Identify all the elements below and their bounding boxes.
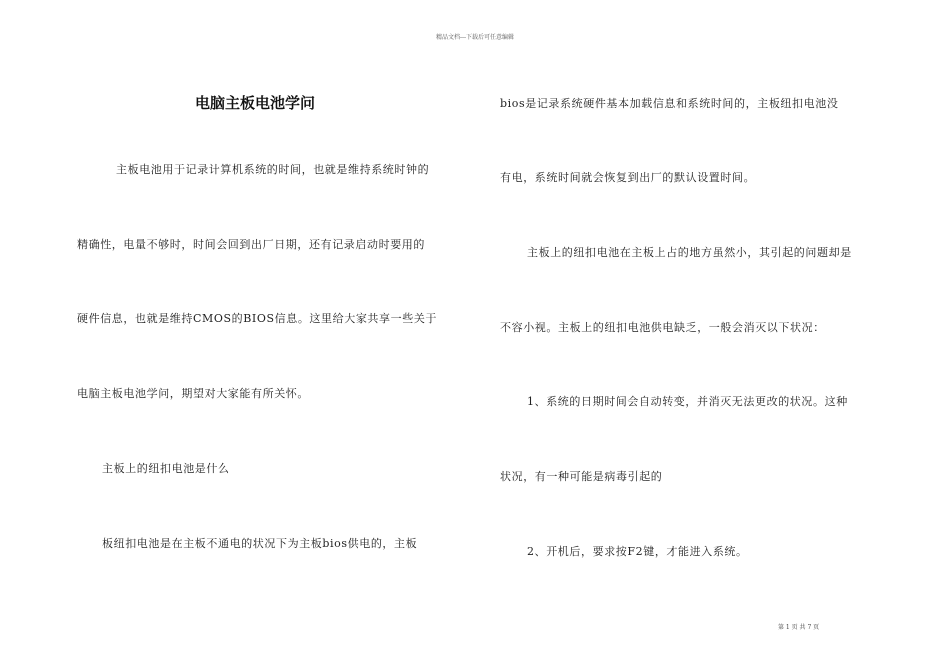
left-line-1: 主板电池用于记录计算机系统的时间，也就是维持系统时钟的 bbox=[116, 163, 430, 176]
left-line-4: 电脑主板电池学问，期望对大家能有所关怀。 bbox=[77, 387, 309, 400]
page-number: 第 1 页 共 7 页 bbox=[778, 624, 820, 631]
left-line-2: 精确性，电量不够时，时间会回到出厂日期，还有记录启动时要用的 bbox=[77, 238, 425, 251]
right-line-3: 主板上的纽扣电池在主板上占的地方虽然小，其引起的问题却是 bbox=[527, 246, 852, 259]
right-line-4: 不容小视。主板上的纽扣电池供电缺乏，一般会消灭以下状况： bbox=[500, 321, 825, 334]
right-line-7: 2、开机后，要求按F2键，才能进入系统。 bbox=[527, 545, 748, 558]
left-line-3: 硬件信息，也就是维持CMOS的BIOS信息。这里给大家共享一些关于 bbox=[77, 312, 438, 325]
document-title: 电脑主板电池学问 bbox=[195, 94, 316, 112]
right-line-1: bios是记录系统硬件基本加载信息和系统时间的，主板纽扣电池没 bbox=[500, 97, 839, 110]
section-heading: 主板上的纽扣电池是什么 bbox=[102, 462, 230, 475]
right-line-2: 有电，系统时间就会恢复到出厂的默认设置时间。 bbox=[500, 171, 756, 184]
right-line-5: 1、系统的日期时间会自动转变，并消灭无法更改的状况。这种 bbox=[527, 395, 848, 408]
header-note: 精品文档---下载后可任意编辑 bbox=[435, 34, 515, 41]
left-line-6: 板纽扣电池是在主板不通电的状况下为主板bios供电的，主板 bbox=[102, 537, 418, 550]
right-line-6: 状况，有一种可能是病毒引起的 bbox=[500, 470, 663, 483]
